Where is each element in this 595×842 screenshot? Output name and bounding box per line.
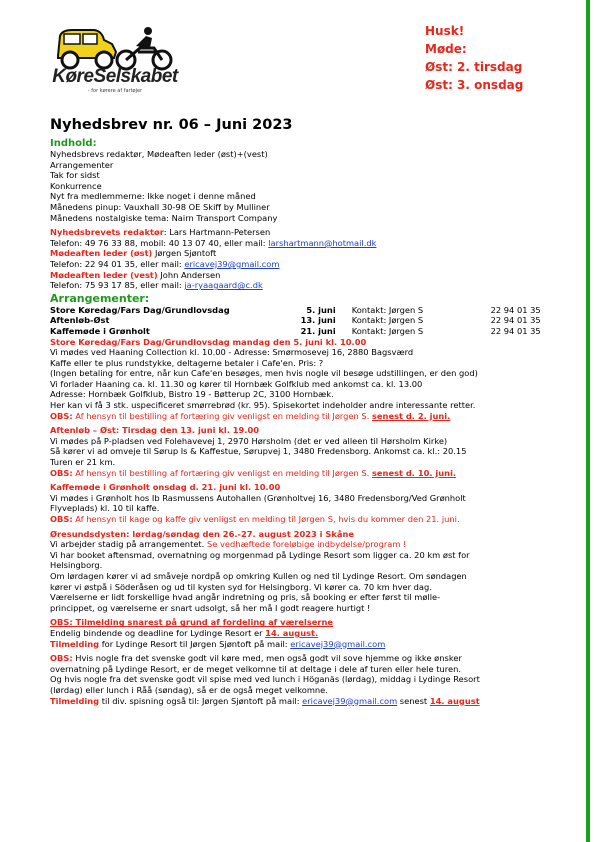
contents-heading: Indhold: <box>50 138 97 149</box>
paragraph-line: Hvis nogle fra det svenske godt vil køre med, men også godt vil sove hjemme og ikke ønsker <box>72 653 462 664</box>
registration-label: Tilmelding <box>50 695 100 706</box>
store-koredag-section <box>50 337 560 422</box>
west-leader-phone: Telefon: 75 93 17 85, eller mail: <box>50 280 185 291</box>
paragraph-line: Her kan vi få 3 stk. uspecificeret smørrebrød (kr. 95). Spisekortet indeholder andre interessante retter. <box>50 400 476 411</box>
paragraph-line: Om lørdagen kører vi ad småveje nordpå op omkring Kullen og ned til Lydinge Resort. Om søndagen <box>50 570 467 581</box>
table-row <box>50 326 560 337</box>
reminder-line: Øst: 2. tirsdag <box>425 60 523 74</box>
logo-text: KøreSelskabet <box>52 66 178 87</box>
east-leader-mail-link[interactable]: ericavej39@gmail.com <box>184 258 280 269</box>
event-name: Store Køredag/Fars Dag/Grundlovsdag <box>50 304 230 315</box>
reminder-line: Øst: 3. onsdag <box>425 78 524 92</box>
table-row <box>50 315 560 326</box>
table-row <box>50 305 560 316</box>
west-leader-name: John Andersen <box>157 269 221 280</box>
events-heading: Arrangementer: <box>50 291 150 305</box>
binding-deadline-date: 14. august. <box>265 627 319 638</box>
obs-note <box>50 514 560 525</box>
obs-text: Af hensyn til bestilling af fortæring giv venligst en melding til Jørgen S. <box>72 410 372 421</box>
section-heading: Kaffemøde i Grønholt onsdag d. 21. juni kl. 10.00 <box>50 482 281 493</box>
obs-deadline: senest d. 10. juni. <box>371 467 457 478</box>
page-title: Nyhedsbrev nr. 06 – Juni 2023 <box>50 117 293 133</box>
paragraph-line: Vi forlader Haaning ca. kl. 11.30 og kører til Hornbæk Golfklub med ankomst ca. kl. 13.00 <box>50 378 423 389</box>
paragraph-line: Turen er 21 km. <box>50 457 116 468</box>
kaffemode-section <box>50 482 560 524</box>
editor-mail-link[interactable]: larshartmann@hotmail.dk <box>268 237 377 248</box>
paragraph-line: Helsingborg. <box>50 560 103 571</box>
paragraph-line: Så kører vi ad omveje til Sørup Is & Kaffestue, Sørupvej 1, 3480 Fredensborg. Ankomst ca. kl.: 20.15 <box>50 446 467 457</box>
list-item: Nyt fra medlemmerne: Ikke noget i denne måned <box>50 191 256 202</box>
paragraph-line: Vi mødes ved Haaning Collection kl. 10.00 - Adresse: Smørmosevej 16, 2880 Bagsværd <box>50 347 414 358</box>
event-name: Aftenløb-Øst <box>50 315 110 326</box>
obs-label: OBS: <box>50 410 73 421</box>
editor-name: : Lars Hartmann-Petersen <box>163 227 271 238</box>
reminder-line: Husk! <box>425 24 465 38</box>
event-phone: 22 94 01 35 <box>490 304 541 315</box>
green-margin-line <box>586 0 590 842</box>
list-item: Tak for sidst <box>50 170 100 181</box>
east-leader-name: Jørgen Sjøntoft <box>152 248 217 259</box>
paragraph-line: (lørdag) eller lunch i Råå (søndag), så er de også meget velkomne. <box>50 684 328 695</box>
event-contact: Kontakt: Jørgen S <box>351 315 424 326</box>
event-name: Kaffemøde i Grønholt <box>50 325 150 336</box>
reminder-box <box>425 22 523 94</box>
obs-note <box>50 468 560 479</box>
event-phone: 22 94 01 35 <box>490 325 541 336</box>
aftenlob-section <box>50 425 560 478</box>
west-leader-mail-link[interactable]: ja-ryaagaard@c.dk <box>184 280 263 291</box>
binding-deadline-text: Endelig bindende og deadline for Lydinge Resort er <box>50 627 266 638</box>
registration-warning: OBS: Tilmelding snarest på grund af fordeling af værelserne <box>50 617 334 628</box>
editor-phone: Telefon: 49 76 33 88, mobil: 40 13 07 40, eller mail: <box>50 237 269 248</box>
obs-label: OBS: <box>50 653 73 664</box>
logo <box>50 22 180 104</box>
contents-list <box>50 149 560 223</box>
registration-text: for Lydinge Resort til Jørgen Sjøntoft på mail: <box>99 638 291 649</box>
obs-text: Af hensyn til kage og kaffe giv venligst en melding til Jørgen S, hvis du kommer den 21. juni. <box>72 514 460 524</box>
list-item: Månedens pinup: Vauxhall 30-98 OE Skiff by Mulliner <box>50 201 270 212</box>
event-phone: 22 94 01 35 <box>490 315 541 326</box>
paragraph-line: Kaffe eller te plus rundstykke, deltagerne betaler i Cafe'en. Pris: ? <box>50 357 324 368</box>
paragraph-line: Vi mødes i Grønholt hos Ib Rasmussens Autohallen (Grønholtvej 16, 3480 Fredensborg/Ved Grønholt <box>50 492 466 503</box>
paragraph-line: Værelserne er lidt forskellige hvad angår indretning og pris, så booking er efter først til mølle- <box>50 592 441 603</box>
list-item: Konkurrence <box>50 180 102 191</box>
car-motorcycle-logo-icon <box>50 22 180 72</box>
registration-mail-link[interactable]: ericavej39@gmail.com <box>302 695 398 706</box>
events-table <box>50 305 560 337</box>
registration-deadline: 14. august <box>429 695 480 706</box>
registration-label: Tilmelding <box>50 638 100 649</box>
logo-tagline: - for kørere af fartøjer <box>87 88 143 94</box>
paragraph-line: overnatning på Lydinge Resort, er de meget velkomne til at deltage i dele af turen eller hele turen. <box>50 663 461 674</box>
newsletter-content <box>50 116 560 706</box>
paragraph-line: Vi arbejder stadig på arrangementet. <box>50 539 207 550</box>
event-date: 13. juni <box>300 315 336 326</box>
oresundsdysten-section <box>50 529 560 707</box>
paragraph-line: kører vi østpå i Söderåsen og ud til kysten syd for Helsingborg. Vi kører ca. 70 km hver dag. <box>50 581 432 592</box>
list-item: Månedens nostalgiske tema: Nairn Transport Company <box>50 212 278 223</box>
paragraph-line: Vi mødes på P-pladsen ved Folehavevej 1, 2970 Hørsholm (det er ved alleen til Hørsholm Kirke) <box>50 435 448 446</box>
section-heading: Store Køredag/Fars Dag/Grundlovsdag mandag den 5. juni kl. 10.00 <box>50 336 367 347</box>
obs-text: Af hensyn til bestilling af fortæring giv venligst en melding til Jørgen S. <box>72 467 372 478</box>
obs-note <box>50 411 560 422</box>
list-item: Nyhedsbrevs redaktør, Mødeaften leder (øst)+(vest) <box>50 149 268 159</box>
paragraph-line: (Ingen betaling for entre, når kun Cafe'en besøges, men hvis nogle vil besøge udstillingen, er den god) <box>50 368 478 379</box>
paragraph-line: Og hvis nogle fra det svenske godt vil spise med ved lunch i Höganäs (lørdag), middag i Lydinge Resort <box>50 674 480 685</box>
obs-label: OBS: <box>50 467 73 478</box>
paragraph-line: princippet, og værelserne er snart udsolgt, så her må I godt reagere hurtigt ! <box>50 602 371 613</box>
registration-mail-link[interactable]: ericavej39@gmail.com <box>290 638 386 649</box>
event-contact: Kontakt: Jørgen S <box>351 304 424 315</box>
editor-label: Nyhedsbrevets redaktør <box>50 227 164 238</box>
reminder-line: Møde: <box>425 42 467 56</box>
paragraph-line: Flyveplads) kl. 10 til kaffe. <box>50 503 160 514</box>
east-leader-label: Mødeaften leder (øst) <box>50 248 153 259</box>
event-date: 5. juni <box>306 304 336 315</box>
contacts-section <box>50 227 560 291</box>
paragraph-line: Adresse: Hornbæk Golfklub, Bistro 19 - Bøtterup 2C, 3100 Hornbæk. <box>50 389 334 400</box>
section-heading: Øresundsdysten: lørdag/søndag den 26.-27. august 2023 i Skåne <box>50 528 355 539</box>
event-date: 21. juni <box>300 325 336 336</box>
east-leader-phone: Telefon: 22 94 01 35, eller mail: <box>50 258 185 269</box>
registration-senest: senest <box>397 695 430 706</box>
obs-deadline: senest d. 2. juni. <box>371 410 451 421</box>
list-item: Arrangementer <box>50 159 114 170</box>
west-leader-label: Mødeaften leder (vest) <box>50 269 158 280</box>
program-note: Se vedhæftede foreløbige indbydelse/program ! <box>206 539 407 550</box>
paragraph-line: Vi har booket aftensmad, overnatning og morgenmad på Lydinge Resort som ligger ca. 20 km øst for <box>50 549 470 560</box>
section-heading: Aftenløb – Øst: Tirsdag den 13. juni kl. 19.00 <box>50 425 259 436</box>
registration-text: til div. spisning også til: Jørgen Sjøntoft på mail: <box>99 695 303 706</box>
obs-label: OBS: <box>50 514 73 524</box>
event-contact: Kontakt: Jørgen S <box>351 325 424 336</box>
